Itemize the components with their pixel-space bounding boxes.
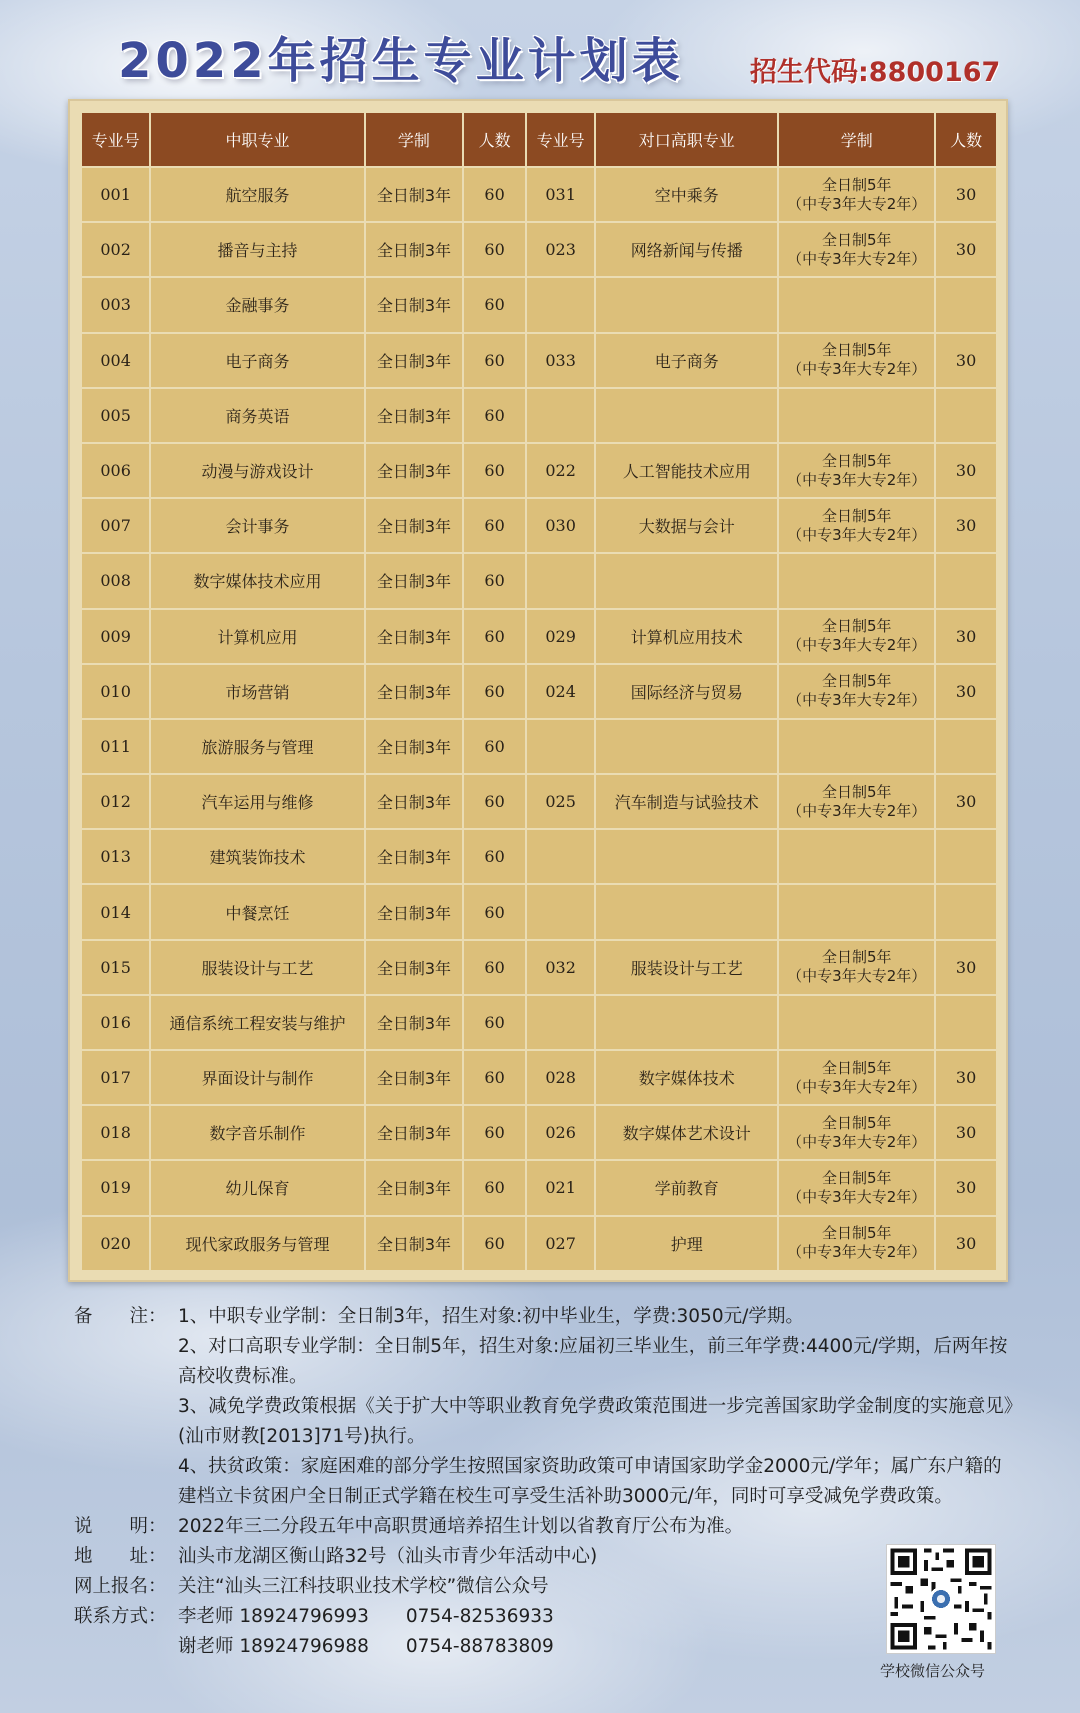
higher-duration-cell (778, 498, 935, 553)
higher-quota-cell (935, 388, 997, 443)
info-row (74, 1572, 1014, 1602)
higher-duration-line: 全日制5年 (821, 1224, 892, 1243)
higher-quota-cell: 30 (935, 1216, 997, 1271)
table-row (81, 277, 997, 332)
major-code-cell: 017 (81, 1050, 150, 1105)
major-code-cell: 001 (81, 167, 150, 222)
major-name-cell: 幼儿保育 (150, 1160, 364, 1215)
major-code-cell: 013 (81, 829, 150, 884)
higher-major-code-cell (526, 719, 595, 774)
higher-major-code-cell: 025 (526, 774, 595, 829)
higher-major-code-cell (526, 829, 595, 884)
major-code-cell: 010 (81, 664, 150, 719)
info-value: 谢老师 18924796988 0754-88783809 (178, 1636, 554, 1657)
qr-caption: 学校微信公众号 (880, 1662, 986, 1680)
higher-duration-cell (778, 884, 935, 939)
remarks-label: 备 注： (74, 1306, 167, 1327)
higher-duration-line: 全日制5年 (821, 1058, 892, 1077)
major-name-cell: 计算机应用 (150, 609, 364, 664)
higher-duration-detail: （中专3年大专2年） (787, 1243, 927, 1262)
quota-cell: 60 (463, 167, 526, 222)
duration-cell: 全日制3年 (365, 1160, 464, 1215)
quota-cell: 60 (463, 884, 526, 939)
higher-major-code-cell: 033 (526, 333, 595, 388)
info-value: 2022年三二分段五年中高职贯通培养招生计划以省教育厅公布为准。 (178, 1516, 744, 1537)
higher-duration-line: 全日制5年 (821, 341, 892, 360)
info-row (74, 1602, 1014, 1632)
major-name-cell: 建筑装饰技术 (150, 829, 364, 884)
major-code-cell: 004 (81, 333, 150, 388)
higher-major-name-cell: 空中乘务 (595, 167, 778, 222)
higher-major-name-cell: 网络新闻与传播 (595, 222, 778, 277)
higher-major-code-cell: 031 (526, 167, 595, 222)
higher-quota-cell (935, 553, 997, 608)
table-row (81, 609, 997, 664)
higher-major-name-cell: 学前教育 (595, 1160, 778, 1215)
duration-cell: 全日制3年 (365, 774, 464, 829)
quota-cell: 60 (463, 388, 526, 443)
higher-duration-cell (778, 719, 935, 774)
duration-cell: 全日制3年 (365, 167, 464, 222)
higher-duration-cell (778, 388, 935, 443)
table-row (81, 1160, 997, 1215)
quota-cell: 60 (463, 1160, 526, 1215)
plan-table (80, 111, 998, 1272)
higher-major-code-cell: 028 (526, 1050, 595, 1105)
quota-cell: 60 (463, 1105, 526, 1160)
major-name-cell: 汽车运用与维修 (150, 774, 364, 829)
quota-cell: 60 (463, 609, 526, 664)
quota-cell: 60 (463, 553, 526, 608)
higher-duration-detail: （中专3年大专2年） (787, 194, 927, 213)
major-code-cell: 019 (81, 1160, 150, 1215)
quota-cell: 60 (463, 443, 526, 498)
higher-quota-cell (935, 995, 997, 1050)
info-label: 说 明： (74, 1516, 167, 1537)
quota-cell: 60 (463, 995, 526, 1050)
info-label: 地 址： (74, 1546, 167, 1567)
higher-major-code-cell: 024 (526, 664, 595, 719)
higher-quota-cell: 30 (935, 1160, 997, 1215)
higher-quota-cell: 30 (935, 609, 997, 664)
higher-major-code-cell (526, 995, 595, 1050)
info-value: 汕头市龙湖区衡山路32号（汕头市青少年活动中心) (178, 1546, 598, 1567)
higher-quota-cell: 30 (935, 498, 997, 553)
quota-cell: 60 (463, 719, 526, 774)
higher-duration-line: 全日制5年 (821, 617, 892, 636)
info-row (74, 1512, 1014, 1542)
table-row (81, 719, 997, 774)
duration-cell: 全日制3年 (365, 1105, 464, 1160)
higher-duration-line: 全日制5年 (821, 230, 892, 249)
higher-duration-detail: （中专3年大专2年） (787, 249, 927, 268)
higher-duration-detail: （中专3年大专2年） (787, 1077, 927, 1096)
higher-quota-cell: 30 (935, 443, 997, 498)
table-row (81, 829, 997, 884)
table-row (81, 1216, 997, 1271)
higher-duration-line: 全日制5年 (821, 948, 892, 967)
higher-duration-detail: （中专3年大专2年） (787, 1187, 927, 1206)
major-code-cell: 015 (81, 940, 150, 995)
higher-major-name-cell: 大数据与会计 (595, 498, 778, 553)
major-code-cell: 016 (81, 995, 150, 1050)
higher-duration-cell (778, 995, 935, 1050)
duration-cell: 全日制3年 (365, 1216, 464, 1271)
col-header: 中职专业 (150, 112, 364, 167)
info-label: 联系方式： (74, 1606, 167, 1627)
higher-duration-cell (778, 1160, 935, 1215)
quota-cell: 60 (463, 333, 526, 388)
table-row (81, 498, 997, 553)
remark-item: 4、扶贫政策：家庭困难的部分学生按照国家资助政策可申请国家助学金2000元/学年；属广东户籍的建档立卡贫困户全日制正式学籍在校生可享受生活补助3000元/年，同时可享受减免学费政策。 (178, 1456, 1002, 1507)
higher-major-name-cell (595, 884, 778, 939)
remark-item: 1、中职专业学制：全日制3年，招生对象:初中毕业生，学费:3050元/学期。 (178, 1306, 804, 1327)
higher-major-code-cell: 026 (526, 1105, 595, 1160)
quota-cell: 60 (463, 940, 526, 995)
duration-cell: 全日制3年 (365, 222, 464, 277)
higher-duration-cell (778, 277, 935, 332)
duration-cell: 全日制3年 (365, 388, 464, 443)
higher-quota-cell: 30 (935, 774, 997, 829)
quota-cell: 60 (463, 277, 526, 332)
enrollment-code: 招生代码:8800167 (750, 57, 1001, 88)
major-name-cell: 数字媒体技术应用 (150, 553, 364, 608)
higher-major-name-cell (595, 719, 778, 774)
higher-quota-cell: 30 (935, 222, 997, 277)
higher-major-name-cell (595, 388, 778, 443)
major-name-cell: 通信系统工程安装与维护 (150, 995, 364, 1050)
info-label (74, 1632, 178, 1662)
major-code-cell: 007 (81, 498, 150, 553)
duration-cell: 全日制3年 (365, 719, 464, 774)
higher-quota-cell: 30 (935, 940, 997, 995)
info-row (74, 1632, 1014, 1662)
table-row (81, 1050, 997, 1105)
quota-cell: 60 (463, 829, 526, 884)
higher-quota-cell: 30 (935, 664, 997, 719)
quota-cell: 60 (463, 664, 526, 719)
major-name-cell: 会计事务 (150, 498, 364, 553)
higher-quota-cell (935, 829, 997, 884)
major-name-cell: 中餐烹饪 (150, 884, 364, 939)
duration-cell: 全日制3年 (365, 829, 464, 884)
major-code-cell: 005 (81, 388, 150, 443)
qr-code-icon[interactable] (887, 1545, 995, 1653)
higher-major-code-cell: 027 (526, 1216, 595, 1271)
major-code-cell: 009 (81, 609, 150, 664)
major-name-cell: 航空服务 (150, 167, 364, 222)
major-code-cell: 002 (81, 222, 150, 277)
col-header: 人数 (935, 112, 997, 167)
higher-quota-cell: 30 (935, 1105, 997, 1160)
info-row (74, 1542, 1014, 1572)
page-title: 2022年招生专业计划表 (118, 33, 684, 89)
higher-major-code-cell: 022 (526, 443, 595, 498)
notes-section (74, 1302, 1014, 1662)
col-header: 专业号 (81, 112, 150, 167)
higher-duration-cell (778, 664, 935, 719)
major-name-cell: 播音与主持 (150, 222, 364, 277)
remark-item: 3、减免学费政策根据《关于扩大中等职业教育免学费政策范围进一步完善国家助学金制度的实施意见》(汕市财教[2013]71号)执行。 (178, 1396, 1014, 1447)
info-value: 李老师 18924796993 0754-82536933 (178, 1606, 554, 1627)
higher-major-name-cell: 汽车制造与试验技术 (595, 774, 778, 829)
major-name-cell: 旅游服务与管理 (150, 719, 364, 774)
table-row (81, 333, 997, 388)
higher-duration-cell (778, 829, 935, 884)
table-row (81, 443, 997, 498)
higher-duration-line: 全日制5年 (821, 782, 892, 801)
higher-quota-cell: 30 (935, 1050, 997, 1105)
higher-major-code-cell (526, 884, 595, 939)
higher-duration-detail: （中专3年大专2年） (787, 525, 927, 544)
higher-duration-detail: （中专3年大专2年） (787, 691, 927, 710)
info-value: 关注“汕头三江科技职业技术学校”微信公众号 (178, 1576, 549, 1597)
col-header: 对口高职专业 (595, 112, 778, 167)
higher-duration-detail: （中专3年大专2年） (787, 801, 927, 820)
major-name-cell: 服装设计与工艺 (150, 940, 364, 995)
higher-major-name-cell (595, 829, 778, 884)
major-name-cell: 商务英语 (150, 388, 364, 443)
plan-table-frame (68, 99, 1008, 1282)
major-code-cell: 014 (81, 884, 150, 939)
major-code-cell: 008 (81, 553, 150, 608)
higher-major-code-cell: 021 (526, 1160, 595, 1215)
higher-major-code-cell: 030 (526, 498, 595, 553)
higher-duration-cell (778, 774, 935, 829)
table-row (81, 222, 997, 277)
higher-duration-detail: （中专3年大专2年） (787, 360, 927, 379)
duration-cell: 全日制3年 (365, 553, 464, 608)
higher-duration-cell (778, 333, 935, 388)
table-row (81, 995, 997, 1050)
table-row (81, 884, 997, 939)
higher-major-name-cell: 计算机应用技术 (595, 609, 778, 664)
table-row (81, 388, 997, 443)
higher-major-name-cell: 电子商务 (595, 333, 778, 388)
higher-quota-cell (935, 884, 997, 939)
higher-major-name-cell: 服装设计与工艺 (595, 940, 778, 995)
duration-cell: 全日制3年 (365, 277, 464, 332)
duration-cell: 全日制3年 (365, 443, 464, 498)
duration-cell: 全日制3年 (365, 884, 464, 939)
major-name-cell: 现代家政服务与管理 (150, 1216, 364, 1271)
major-name-cell: 数字音乐制作 (150, 1105, 364, 1160)
higher-major-name-cell: 数字媒体艺术设计 (595, 1105, 778, 1160)
higher-duration-line: 全日制5年 (821, 672, 892, 691)
major-name-cell: 电子商务 (150, 333, 364, 388)
table-row (81, 774, 997, 829)
remark-item: 2、对口高职专业学制：全日制5年，招生对象:应届初三毕业生，前三年学费:4400元/学期，后两年按高校收费标准。 (178, 1336, 1008, 1387)
duration-cell: 全日制3年 (365, 333, 464, 388)
major-name-cell: 金融事务 (150, 277, 364, 332)
higher-major-name-cell: 人工智能技术应用 (595, 443, 778, 498)
col-header: 学制 (365, 112, 464, 167)
table-row (81, 664, 997, 719)
higher-duration-detail: （中专3年大专2年） (787, 636, 927, 655)
quota-cell: 60 (463, 222, 526, 277)
table-row (81, 1105, 997, 1160)
higher-major-code-cell (526, 553, 595, 608)
major-code-cell: 011 (81, 719, 150, 774)
higher-duration-cell (778, 443, 935, 498)
higher-duration-cell (778, 553, 935, 608)
quota-cell: 60 (463, 1050, 526, 1105)
higher-major-code-cell: 023 (526, 222, 595, 277)
higher-duration-cell (778, 1050, 935, 1105)
higher-duration-line: 全日制5年 (821, 451, 892, 470)
table-row (81, 167, 997, 222)
higher-major-name-cell: 护理 (595, 1216, 778, 1271)
duration-cell: 全日制3年 (365, 1050, 464, 1105)
higher-duration-cell (778, 609, 935, 664)
higher-major-name-cell: 国际经济与贸易 (595, 664, 778, 719)
duration-cell: 全日制3年 (365, 940, 464, 995)
higher-duration-line: 全日制5年 (821, 1113, 892, 1132)
quota-cell: 60 (463, 1216, 526, 1271)
duration-cell: 全日制3年 (365, 609, 464, 664)
duration-cell: 全日制3年 (365, 664, 464, 719)
remarks (74, 1302, 1014, 1512)
higher-major-code-cell: 032 (526, 940, 595, 995)
quota-cell: 60 (463, 774, 526, 829)
table-row (81, 940, 997, 995)
info-label: 网上报名： (74, 1576, 167, 1597)
higher-quota-cell (935, 719, 997, 774)
higher-major-code-cell (526, 277, 595, 332)
higher-duration-line: 全日制5年 (821, 175, 892, 194)
higher-major-name-cell: 数字媒体技术 (595, 1050, 778, 1105)
col-header: 专业号 (526, 112, 595, 167)
higher-duration-cell (778, 222, 935, 277)
higher-duration-detail: （中专3年大专2年） (787, 1132, 927, 1151)
higher-major-name-cell (595, 995, 778, 1050)
major-code-cell: 003 (81, 277, 150, 332)
higher-major-code-cell (526, 388, 595, 443)
higher-duration-cell (778, 1105, 935, 1160)
table-header-row (81, 112, 997, 167)
duration-cell: 全日制3年 (365, 498, 464, 553)
major-code-cell: 018 (81, 1105, 150, 1160)
higher-duration-cell (778, 1216, 935, 1271)
major-code-cell: 020 (81, 1216, 150, 1271)
col-header: 人数 (463, 112, 526, 167)
duration-cell: 全日制3年 (365, 995, 464, 1050)
higher-duration-cell (778, 167, 935, 222)
higher-duration-line: 全日制5年 (821, 1168, 892, 1187)
col-header: 学制 (778, 112, 935, 167)
table-row (81, 553, 997, 608)
higher-duration-line: 全日制5年 (821, 506, 892, 525)
major-name-cell: 市场营销 (150, 664, 364, 719)
higher-quota-cell: 30 (935, 167, 997, 222)
quota-cell: 60 (463, 498, 526, 553)
higher-duration-detail: （中专3年大专2年） (787, 967, 927, 986)
major-name-cell: 界面设计与制作 (150, 1050, 364, 1105)
major-code-cell: 006 (81, 443, 150, 498)
higher-major-code-cell: 029 (526, 609, 595, 664)
higher-duration-cell (778, 940, 935, 995)
higher-duration-detail: （中专3年大专2年） (787, 470, 927, 489)
higher-major-name-cell (595, 277, 778, 332)
higher-quota-cell: 30 (935, 333, 997, 388)
major-code-cell: 012 (81, 774, 150, 829)
higher-major-name-cell (595, 553, 778, 608)
major-name-cell: 动漫与游戏设计 (150, 443, 364, 498)
higher-quota-cell (935, 277, 997, 332)
